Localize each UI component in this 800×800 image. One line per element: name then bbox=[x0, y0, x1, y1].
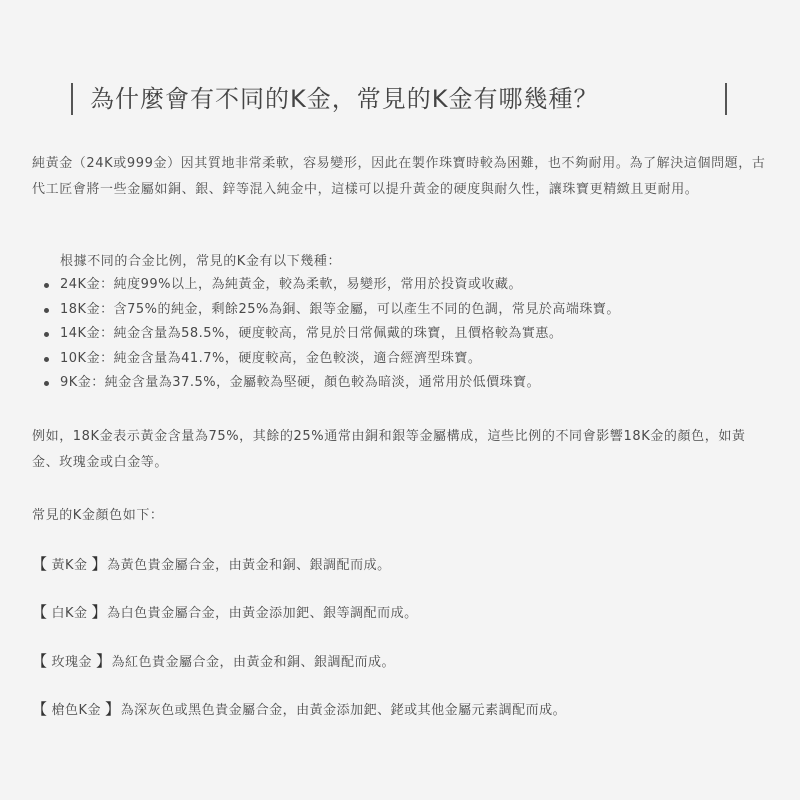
bullet-icon bbox=[44, 332, 49, 337]
color-name: 槍色K金 bbox=[51, 703, 102, 718]
intro-paragraph: 純黃金（24K或999金）因其質地非常柔軟，容易變形，因此在製作珠寶時較為困難，也不夠耐用。為了解決這個問題，古代工匠會將一些金屬如銅、銀、鋅等混入純金中，這樣可以提升黃金的硬度與耐久性，讓珠寶更精緻且更耐用。 bbox=[32, 156, 766, 197]
bullet-icon bbox=[44, 381, 49, 386]
bracket-close: 】 bbox=[91, 555, 108, 573]
color-item-gunmetal-gold bbox=[32, 698, 772, 722]
bullet-icon bbox=[44, 283, 49, 288]
bracket-open: 【 bbox=[32, 652, 48, 670]
color-name: 白K金 bbox=[51, 606, 88, 621]
color-desc: 為紅色貴金屬合金，由黃金和銅、銀調配而成。 bbox=[111, 655, 396, 670]
title-left-divider bbox=[71, 83, 73, 115]
color-name: 黃K金 bbox=[51, 558, 88, 573]
color-name: 玫瑰金 bbox=[51, 655, 93, 670]
color-desc: 為白色貴金屬合金，由黃金添加鈀、銀等調配而成。 bbox=[107, 606, 418, 621]
list-item bbox=[32, 322, 752, 347]
bracket-open: 【 bbox=[32, 700, 48, 718]
title-row bbox=[0, 78, 800, 122]
bracket-close: 】 bbox=[105, 700, 121, 718]
bracket-open: 【 bbox=[32, 603, 48, 621]
list-item bbox=[32, 273, 752, 298]
colors-heading: 常見的K金顏色如下： bbox=[32, 508, 164, 523]
bullet-icon bbox=[44, 357, 49, 362]
list-item-text: 18K金：含75%的純金，剩餘25%為銅、銀等金屬，可以產生不同的色調，常見於高端珠寶。 bbox=[60, 301, 620, 317]
color-desc: 為黃色貴金屬合金，由黃金和銅、銀調配而成。 bbox=[107, 558, 391, 573]
list-item-text: 24K金：純度99%以上，為純黃金，較為柔軟，易變形，常用於投資或收藏。 bbox=[60, 277, 522, 292]
color-item-rose-gold bbox=[32, 650, 772, 674]
list-item-text: 9K金：純金含量為37.5%，金屬較為堅硬，顏色較為暗淡，通常用於低價珠寶。 bbox=[60, 375, 541, 390]
list-item-text: 10K金：純金含量為41.7%，硬度較高，金色較淡，適合經濟型珠寶。 bbox=[60, 350, 482, 366]
bracket-open: 【 bbox=[32, 555, 48, 573]
list-item-text: 14K金：純金含量為58.5%，硬度較高，常見於日常佩戴的珠寶，且價格較為實惠。 bbox=[60, 326, 563, 341]
title-right-divider bbox=[725, 83, 727, 115]
page-title: 為什麼會有不同的K金，常見的K金有哪幾種？ bbox=[90, 85, 599, 113]
bracket-close: 】 bbox=[91, 603, 108, 621]
karat-list bbox=[32, 273, 752, 396]
bullet-icon bbox=[44, 308, 49, 313]
example-paragraph: 例如，18K金表示黃金含量為75%，其餘的25%通常由銅和銀等金屬構成，這些比例的不同會影響18K金的顏色，如黃金、玫瑰金或白金等。 bbox=[32, 429, 746, 470]
karat-list-lead: 根據不同的合金比例，常見的K金有以下幾種： bbox=[60, 254, 342, 269]
list-item bbox=[32, 298, 752, 323]
color-desc: 為深灰色或黑色貴金屬合金，由黃金添加鈀、銠或其他金屬元素調配而成。 bbox=[120, 703, 567, 718]
bracket-close: 】 bbox=[96, 652, 112, 670]
color-item-yellow-gold bbox=[32, 553, 772, 577]
list-item bbox=[32, 347, 752, 372]
color-item-white-gold bbox=[32, 601, 772, 625]
list-item bbox=[32, 371, 752, 396]
